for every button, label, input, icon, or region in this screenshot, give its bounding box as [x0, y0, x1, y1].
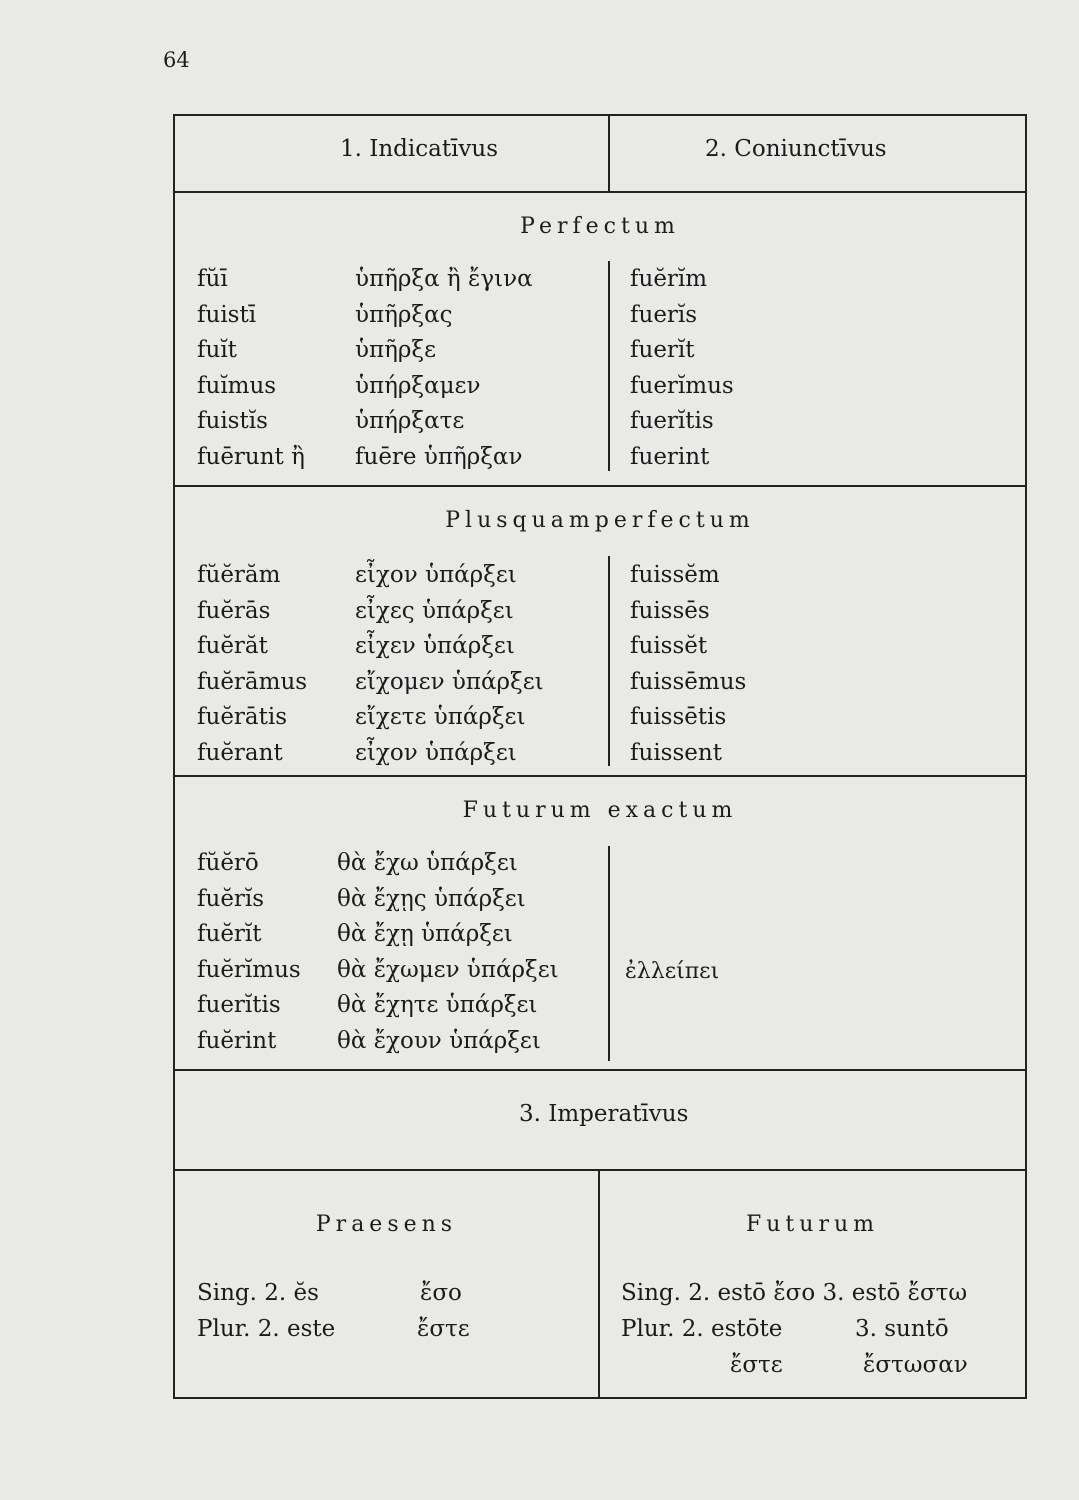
praesens-plur-label: Plur. 2. este: [197, 1316, 336, 1342]
futurum-plur-greek-third: ἔστωσαν: [863, 1352, 968, 1378]
plusq-latin-6: fuĕrant: [197, 739, 283, 766]
praesens-sing-greek: ἔσο: [420, 1280, 462, 1306]
perfectum-greek-column: [355, 262, 533, 475]
section-title-perfectum: Perfectum: [520, 214, 680, 239]
futurum-exactum-subjunctive-note: ἐλλείπει: [625, 959, 720, 984]
perfectum-latin-column: [197, 262, 305, 475]
futex-greek-3: θὰ ἔχῃ ὑπάρξει: [337, 921, 513, 947]
futex-latin-3: fuĕrĭt: [197, 921, 262, 947]
futurum-sing-line: Sing. 2. estō ἔσο 3. estō ἔστω: [621, 1280, 968, 1306]
perfectum-subj-1: fuĕrĭm: [630, 266, 708, 292]
plusq-greek-2: εἶχες ὑπάρξει: [355, 597, 514, 624]
plusq-subj-2: fuissēs: [630, 597, 710, 624]
perfectum-latin-1: fŭī: [197, 266, 228, 292]
futex-latin-2: fuĕrĭs: [197, 885, 265, 912]
futex-greek-6: θὰ ἔχουν ὑπάρξει: [337, 1027, 541, 1054]
header-subjunctive: 2. Coniunctīvus: [705, 136, 887, 162]
perfectum-greek-4: ὑπήρξαμεν: [355, 372, 481, 399]
plusq-subj-6: fuissent: [630, 739, 722, 766]
perfectum-subj-2: fuerĭs: [630, 301, 698, 328]
plusq-latin-2: fuĕrās: [197, 597, 271, 624]
praesens-plur-greek: ἔστε: [417, 1316, 470, 1342]
perfectum-subj-6: fuerint: [630, 443, 710, 470]
header-divider: [608, 116, 610, 191]
plusquamperfectum-greek-column: [355, 558, 544, 771]
perfectum-greek-6: fuēre ὑπῆρξαν: [355, 443, 523, 470]
perfectum-subj-3: fuerĭt: [630, 337, 695, 363]
plusq-greek-1: εἶχον ὑπάρξει: [355, 562, 517, 588]
imperative-title: 3. Imperatīvus: [519, 1101, 689, 1127]
plusq-greek-5: εἴχετε ὑπάρξει: [355, 704, 526, 730]
conjugation-table: [173, 114, 1027, 1399]
futurum-exactum-rule: [175, 1069, 1025, 1071]
imperative-rule: [175, 1169, 1025, 1171]
header-rule: [175, 191, 1025, 193]
plusquamperfectum-rule: [175, 775, 1025, 777]
futurum-exactum-divider: [608, 846, 610, 1061]
plusq-subj-3: fuissĕt: [630, 633, 708, 659]
perfectum-subj-4: fuerĭmus: [630, 372, 734, 399]
futurum-exactum-greek-column: [337, 846, 559, 1059]
imperative-praesens-title: Praesens: [315, 1212, 458, 1237]
futex-greek-4: θὰ ἔχωμεν ὑπάρξει: [337, 956, 559, 983]
section-title-futurum-exactum: Futurum exactum: [462, 798, 738, 823]
perfectum-divider: [608, 261, 610, 471]
perfectum-latin-3: fuĭt: [197, 337, 237, 363]
plusq-subj-1: fuissĕm: [630, 562, 720, 588]
futex-latin-5: fuerĭtis: [197, 992, 281, 1018]
plusquamperfectum-divider: [608, 556, 610, 766]
header-indicative: 1. Indicatīvus: [340, 136, 499, 162]
futex-latin-4: fuĕrĭmus: [197, 956, 301, 983]
futurum-plur-line: Plur. 2. estōte: [621, 1316, 783, 1342]
perfectum-rule: [175, 485, 1025, 487]
perfectum-greek-5: ὑπήρξατε: [355, 408, 465, 434]
perfectum-greek-1: ὑπῆρξα ἢ ἔγινα: [355, 266, 533, 292]
futex-greek-1: θὰ ἔχω ὑπάρξει: [337, 850, 518, 876]
plusq-latin-4: fuĕrāmus: [197, 668, 308, 695]
page-number: 64: [163, 48, 190, 72]
praesens-sing-label: Sing. 2. ĕs: [197, 1280, 319, 1306]
perfectum-latin-6: fuērunt ἢ: [197, 443, 305, 470]
futurum-plur-greek-second: ἔστε: [730, 1352, 783, 1378]
imperative-divider: [598, 1169, 600, 1399]
plusq-subj-4: fuissēmus: [630, 668, 747, 695]
plusq-greek-4: εἴχομεν ὑπάρξει: [355, 668, 544, 695]
futurum-plur-third: 3. suntō: [855, 1316, 949, 1342]
perfectum-greek-3: ὑπῆρξε: [355, 337, 436, 363]
plusq-latin-1: fŭĕrăm: [197, 562, 281, 588]
section-title-plusquamperfectum: Plusquamperfectum: [445, 508, 755, 533]
futex-greek-2: θὰ ἔχῃς ὑπάρξει: [337, 885, 526, 912]
futurum-exactum-latin-column: [197, 846, 301, 1059]
perfectum-subjunctive-column: [630, 262, 734, 475]
plusq-latin-3: fuĕrăt: [197, 633, 268, 659]
futex-latin-1: fŭĕrō: [197, 850, 259, 876]
perfectum-latin-2: fuistī: [197, 301, 257, 328]
perfectum-latin-5: fuistĭs: [197, 408, 268, 434]
plusquamperfectum-subjunctive-column: [630, 558, 746, 771]
futex-latin-6: fuĕrint: [197, 1027, 277, 1054]
perfectum-subj-5: fuerĭtis: [630, 408, 714, 434]
futex-greek-5: θὰ ἔχητε ὑπάρξει: [337, 992, 538, 1018]
perfectum-greek-2: ὑπῆρξας: [355, 301, 453, 328]
plusq-latin-5: fuĕrātis: [197, 704, 288, 730]
perfectum-latin-4: fuĭmus: [197, 372, 277, 399]
plusquamperfectum-latin-column: [197, 558, 307, 771]
imperative-futurum-title: Futurum: [746, 1212, 879, 1237]
plusq-subj-5: fuissētis: [630, 704, 727, 730]
plusq-greek-6: εἶχον ὑπάρξει: [355, 739, 517, 766]
plusq-greek-3: εἶχεν ὑπάρξει: [355, 633, 515, 659]
